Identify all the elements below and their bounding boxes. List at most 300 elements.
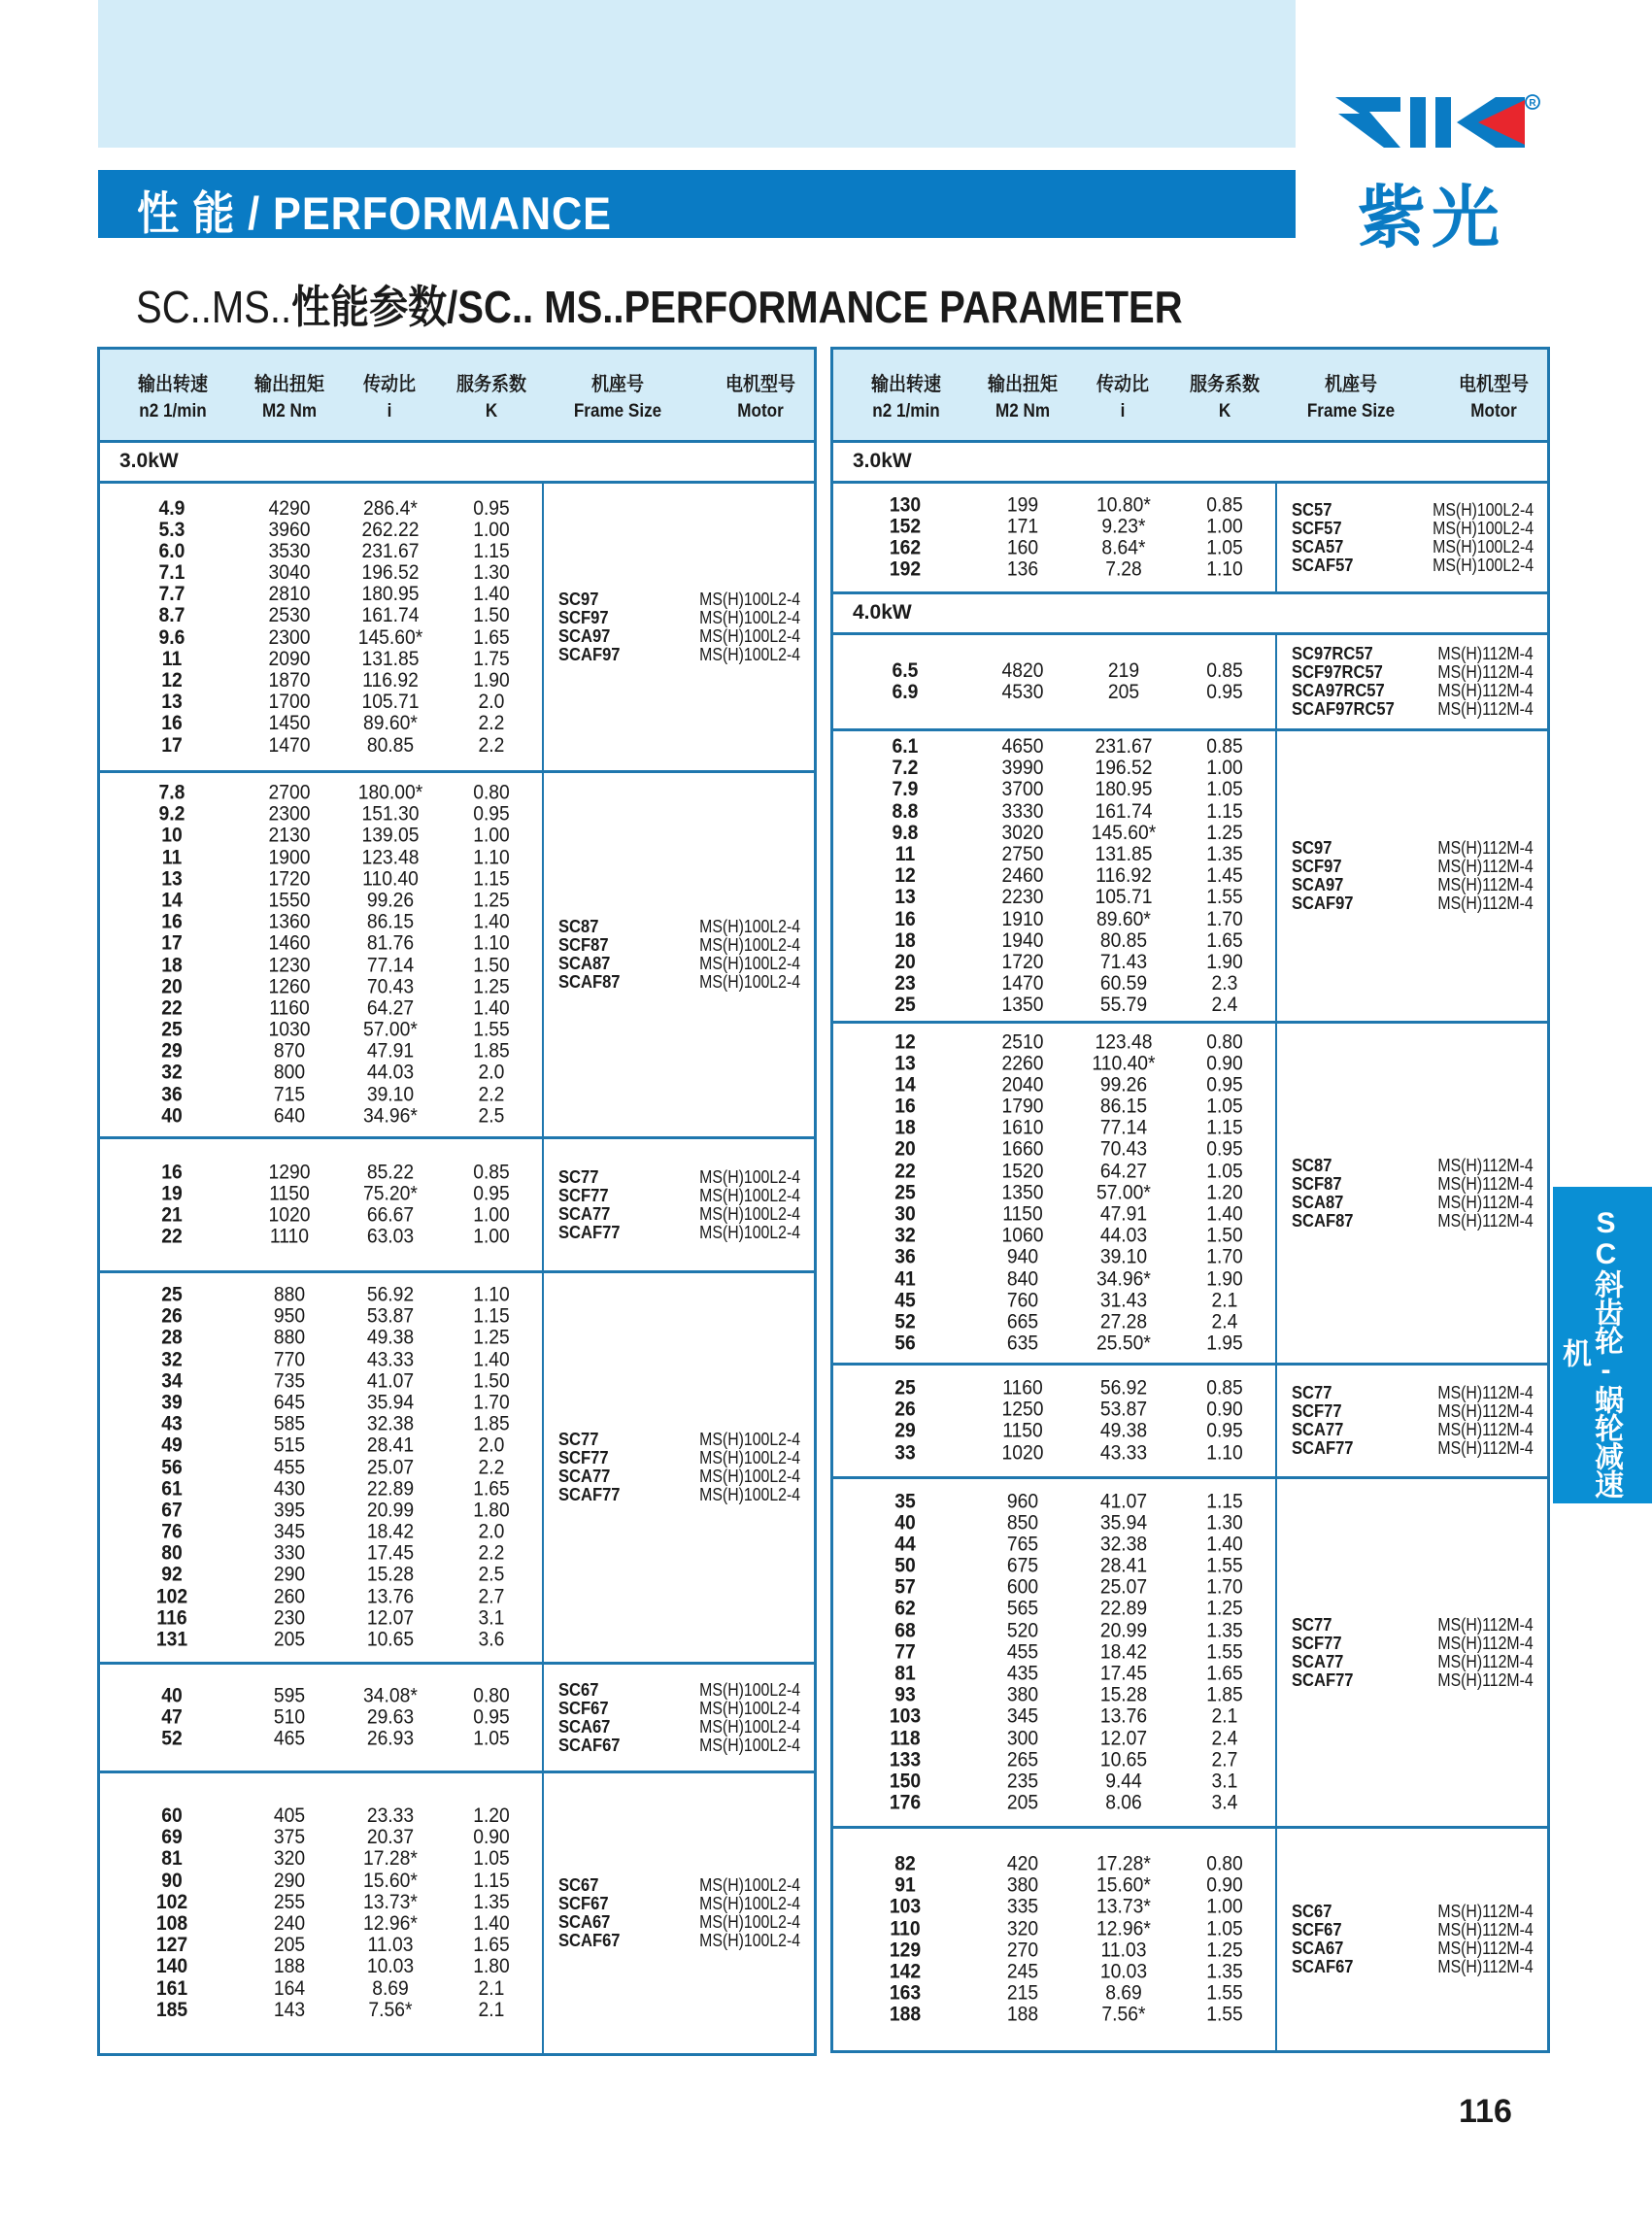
cell-ratio: 64.27 [1099, 1160, 1148, 1183]
cell-output-speed: 12 [894, 1030, 916, 1054]
cell-output-torque: 245 [1006, 1960, 1039, 1983]
cell-output-speed: 152 [889, 515, 922, 538]
column-divider [542, 773, 544, 1136]
cell-output-torque: 405 [273, 1804, 306, 1828]
frame-motor-row [1282, 1903, 1541, 1921]
cell-ratio: 145.60* [357, 625, 423, 649]
frame-motor-row [549, 1168, 808, 1187]
cell-ratio: 63.03 [366, 1225, 415, 1248]
cell-ratio: 20.99 [366, 1499, 415, 1522]
cell-output-speed: 17 [161, 931, 183, 955]
cell-output-torque: 380 [1006, 1683, 1039, 1706]
frame-size: SCA87 [1292, 1192, 1344, 1212]
motor-model: MS(H)100L2-4 [699, 1716, 800, 1737]
frame-motor-row [549, 646, 808, 664]
table-row [100, 1041, 542, 1062]
cell-output-torque: 265 [1006, 1748, 1039, 1771]
cell-service-factor: 2.4 [1211, 1727, 1238, 1750]
table-row [100, 713, 542, 734]
cell-ratio: 29.63 [366, 1705, 415, 1729]
cell-ratio: 231.67 [361, 539, 420, 562]
frame-motor-row [549, 1876, 808, 1895]
frame-motor-list [1282, 1903, 1541, 1976]
cell-service-factor: 1.90 [1206, 950, 1243, 973]
table-row [100, 1521, 542, 1542]
cell-output-speed: 150 [889, 1770, 922, 1793]
frame-size: SCAF97 [1292, 894, 1354, 913]
cell-ratio: 196.52 [361, 560, 420, 584]
cell-output-torque: 345 [273, 1520, 306, 1543]
table-row [833, 1139, 1275, 1161]
cell-ratio: 34.96* [1096, 1267, 1151, 1291]
cell-ratio: 71.43 [1099, 950, 1148, 973]
cell-output-torque: 1350 [1001, 1181, 1044, 1204]
table-row [833, 1874, 1275, 1896]
table-row [833, 1556, 1275, 1577]
cell-output-speed: 12 [894, 863, 916, 887]
cell-output-speed: 25 [894, 994, 916, 1017]
performance-table-right [830, 347, 1550, 2053]
table-row [833, 1118, 1275, 1139]
cell-ratio: 27.28 [1099, 1310, 1148, 1333]
motor-model: MS(H)112M-4 [1437, 1173, 1534, 1194]
cell-service-factor: 1.70 [1206, 1245, 1243, 1268]
cell-output-speed: 81 [161, 1847, 183, 1871]
table-body [100, 484, 814, 2053]
cell-service-factor: 0.95 [1206, 1420, 1243, 1442]
cell-output-speed: 32 [161, 1347, 183, 1370]
cell-output-speed: 25 [161, 1018, 183, 1041]
frame-size: SCF77 [558, 1185, 609, 1205]
frame-motor-row [1282, 858, 1541, 876]
frame-size: SCF77 [1292, 1401, 1342, 1421]
cell-output-speed: 43 [161, 1412, 183, 1435]
cell-service-factor: 1.25 [473, 889, 510, 912]
cell-ratio: 116.92 [1096, 863, 1152, 887]
table-row [833, 1961, 1275, 1982]
col-header-speed: 输出转速 n2 1/min [871, 374, 941, 422]
cell-service-factor: 0.80 [1206, 1852, 1243, 1875]
cell-ratio: 49.38 [1099, 1420, 1148, 1442]
cell-ratio: 47.91 [366, 1039, 415, 1062]
side-tab-label: SC斜齿轮-蜗轮减速机 [1558, 1206, 1622, 1498]
cell-service-factor: 1.55 [473, 1018, 510, 1041]
table-row [100, 1284, 542, 1305]
cell-output-torque: 465 [273, 1727, 306, 1750]
cell-service-factor: 1.50 [473, 1369, 510, 1393]
cell-output-speed: 30 [894, 1202, 916, 1226]
data-rows [100, 1685, 542, 1750]
cell-output-torque: 143 [273, 1998, 306, 2021]
cell-output-torque: 420 [1006, 1852, 1039, 1875]
cell-output-torque: 3960 [268, 518, 311, 541]
cell-output-torque: 760 [1006, 1289, 1039, 1312]
table-row [100, 1607, 542, 1629]
cell-service-factor: 1.35 [1206, 842, 1243, 865]
cell-ratio: 131.85 [361, 647, 420, 670]
frame-size: SC97 [1292, 838, 1332, 858]
col-header-frame-size: 机座号 Frame Size [573, 374, 662, 422]
cell-output-speed: 11 [161, 647, 183, 670]
frame-size: SCA67 [558, 1912, 611, 1932]
cell-service-factor: 1.20 [473, 1804, 510, 1828]
cell-service-factor: 2.4 [1211, 1310, 1238, 1333]
frame-size: SCF67 [558, 1894, 609, 1913]
frame-motor-row [1282, 663, 1541, 682]
cell-output-speed: 40 [161, 1684, 183, 1707]
cell-output-torque: 960 [1006, 1490, 1039, 1513]
cell-output-torque: 510 [273, 1705, 306, 1729]
cell-output-speed: 23 [894, 971, 916, 995]
power-row [100, 443, 814, 484]
table-row [833, 1685, 1275, 1706]
table-row [100, 1435, 542, 1457]
frame-size: SC57 [1292, 499, 1332, 520]
cell-output-speed: 161 [155, 1976, 188, 2000]
table-row [100, 1543, 542, 1565]
table-row [100, 1871, 542, 1892]
cell-output-torque: 1450 [268, 712, 311, 735]
col-header-service-factor: 服务系数 K [1190, 374, 1260, 422]
frame-motor-row [1282, 1402, 1541, 1421]
cell-service-factor: 1.65 [1206, 928, 1243, 952]
motor-model: MS(H)112M-4 [1437, 1939, 1534, 1958]
cell-output-speed: 67 [161, 1499, 183, 1522]
cell-output-torque: 455 [1006, 1640, 1039, 1664]
motor-model: MS(H)100L2-4 [699, 972, 800, 992]
table-row [100, 1349, 542, 1370]
cell-output-torque: 205 [273, 1934, 306, 1957]
cell-ratio: 44.03 [1099, 1224, 1148, 1247]
cell-output-speed: 76 [161, 1520, 183, 1543]
cell-ratio: 41.07 [1099, 1490, 1148, 1513]
cell-ratio: 28.41 [1099, 1554, 1148, 1577]
cell-output-speed: 18 [894, 928, 916, 952]
cell-output-torque: 1160 [1002, 1376, 1043, 1400]
cell-service-factor: 1.30 [1206, 1511, 1243, 1535]
cell-ratio: 161.74 [361, 604, 420, 627]
section-title-prefix: SC..MS.. [136, 282, 292, 332]
cell-output-speed: 103 [889, 1895, 922, 1918]
cell-output-torque: 515 [273, 1433, 306, 1457]
table-row [833, 682, 1275, 703]
cell-ratio: 23.33 [366, 1804, 415, 1828]
frame-motor-row [1282, 1212, 1541, 1231]
table-row [833, 1749, 1275, 1771]
cell-ratio: 26.93 [366, 1727, 415, 1750]
cell-output-torque: 1700 [268, 691, 311, 714]
table-row [100, 783, 542, 804]
motor-model: MS(H)100L2-4 [699, 1912, 800, 1932]
frame-motor-row [1282, 1157, 1541, 1175]
cell-output-speed: 81 [894, 1662, 916, 1685]
frame-motor-row [1282, 1958, 1541, 1976]
cell-output-speed: 12 [161, 668, 183, 691]
table-row [100, 1105, 542, 1127]
cell-output-torque: 1150 [1002, 1420, 1043, 1442]
power-label: 3.0kW [853, 450, 912, 472]
col-header-speed: 输出转速 n2 1/min [138, 374, 208, 422]
cell-service-factor: 2.2 [478, 712, 505, 735]
table-row [100, 1629, 542, 1650]
cell-output-speed: 90 [161, 1869, 183, 1892]
cell-output-torque: 375 [273, 1826, 306, 1849]
cell-service-factor: 2.5 [478, 1104, 505, 1128]
table-row [833, 1982, 1275, 2004]
cell-service-factor: 2.1 [1211, 1704, 1238, 1728]
table-row-group [100, 1139, 814, 1273]
cell-output-speed: 25 [161, 1283, 183, 1306]
table-header [833, 350, 1547, 443]
cell-output-torque: 800 [273, 1061, 306, 1084]
cell-output-torque: 665 [1006, 1310, 1039, 1333]
cell-ratio: 57.00* [363, 1018, 418, 1041]
cell-ratio: 41.07 [366, 1369, 415, 1393]
cell-output-speed: 26 [894, 1398, 916, 1421]
frame-size: SC97RC57 [1292, 644, 1373, 663]
frame-size: SCAF67 [558, 1735, 621, 1755]
frame-motor-row [1282, 501, 1541, 520]
cell-service-factor: 0.95 [1206, 1138, 1243, 1162]
cell-output-torque: 1790 [1001, 1095, 1044, 1118]
cell-output-speed: 142 [889, 1960, 922, 1983]
table-row [100, 912, 542, 933]
table-row [100, 1392, 542, 1413]
cell-output-speed: 20 [161, 975, 183, 998]
cell-output-torque: 255 [273, 1890, 306, 1913]
cell-service-factor: 1.05 [1206, 778, 1243, 801]
motor-model: MS(H)100L2-4 [699, 917, 800, 936]
motor-model: MS(H)100L2-4 [699, 1698, 800, 1718]
cell-output-speed: 6.0 [158, 539, 185, 562]
motor-model: MS(H)112M-4 [1437, 857, 1534, 876]
motor-model: MS(H)112M-4 [1437, 1210, 1534, 1231]
power-label: 4.0kW [853, 601, 912, 624]
motor-model: MS(H)100L2-4 [699, 1203, 800, 1224]
cell-service-factor: 2.0 [478, 691, 505, 714]
cell-ratio: 31.43 [1099, 1289, 1148, 1312]
cell-output-torque: 330 [273, 1541, 306, 1565]
cell-output-torque: 565 [1006, 1598, 1039, 1621]
cell-ratio: 53.87 [1099, 1398, 1148, 1421]
table-row [833, 1247, 1275, 1268]
cell-service-factor: 1.15 [473, 1869, 510, 1892]
cell-service-factor: 0.80 [473, 1684, 510, 1707]
table-row [833, 559, 1275, 581]
motor-model: MS(H)100L2-4 [699, 1448, 800, 1467]
cell-service-factor: 1.10 [473, 931, 510, 955]
cell-output-torque: 1900 [268, 846, 311, 869]
motor-model: MS(H)112M-4 [1437, 894, 1534, 913]
cell-ratio: 15.60* [363, 1869, 418, 1892]
cell-output-speed: 16 [894, 907, 916, 930]
cell-output-torque: 1610 [1001, 1116, 1044, 1139]
col-header-frame-size: 机座号 Frame Size [1306, 374, 1396, 422]
cell-output-torque: 585 [273, 1412, 306, 1435]
cell-output-torque: 595 [273, 1684, 306, 1707]
cell-service-factor: 1.95 [1206, 1332, 1243, 1355]
cell-output-speed: 9.6 [158, 625, 185, 649]
cell-ratio: 43.33 [366, 1347, 415, 1370]
column-divider [1275, 731, 1277, 1021]
column-divider [1275, 1366, 1277, 1476]
cell-service-factor: 0.90 [473, 1826, 510, 1849]
cell-output-torque: 1720 [1001, 950, 1044, 973]
frame-size: SCA77 [558, 1467, 611, 1486]
cell-output-torque: 2300 [268, 625, 311, 649]
cell-ratio: 12.07 [366, 1606, 415, 1630]
cell-service-factor: 1.55 [1206, 886, 1243, 909]
frame-size: SC87 [558, 917, 599, 936]
frame-size: SC87 [1292, 1155, 1332, 1175]
frame-size: SCF87 [558, 935, 609, 955]
frame-motor-list [1282, 1157, 1541, 1231]
cell-service-factor: 1.55 [1206, 1640, 1243, 1664]
table-row-group [100, 1665, 814, 1773]
table-row [833, 779, 1275, 800]
table-row [100, 1370, 542, 1392]
cell-output-torque: 1160 [269, 996, 310, 1020]
table-row [833, 800, 1275, 822]
table-row [100, 584, 542, 605]
cell-ratio: 9.44 [1105, 1770, 1142, 1793]
cell-output-speed: 6.1 [892, 734, 919, 758]
cell-output-speed: 33 [894, 1441, 916, 1465]
cell-output-torque: 870 [273, 1039, 306, 1062]
table-row [100, 1457, 542, 1478]
cell-service-factor: 0.95 [1206, 681, 1243, 703]
table-row [833, 758, 1275, 779]
data-rows [833, 736, 1275, 1016]
frame-size: SCF77 [558, 1448, 609, 1467]
table-row [100, 541, 542, 562]
cell-output-speed: 35 [894, 1490, 916, 1513]
cell-output-torque: 160 [1006, 536, 1039, 559]
frame-motor-row [1282, 1175, 1541, 1194]
cell-service-factor: 1.25 [473, 1326, 510, 1349]
cell-output-torque: 1110 [269, 1225, 310, 1248]
cell-output-speed: 45 [894, 1289, 916, 1312]
table-row [100, 1685, 542, 1706]
cell-ratio: 105.71 [361, 691, 420, 714]
table-row [833, 952, 1275, 973]
table-row [100, 497, 542, 519]
motor-model: MS(H)100L2-4 [699, 644, 800, 664]
cell-output-speed: 57 [894, 1575, 916, 1599]
cell-output-torque: 395 [273, 1499, 306, 1522]
cell-service-factor: 1.50 [473, 954, 510, 976]
cell-output-torque: 4530 [1001, 681, 1044, 703]
cell-service-factor: 1.05 [473, 1727, 510, 1750]
motor-model: MS(H)112M-4 [1437, 662, 1534, 682]
cell-output-speed: 52 [894, 1310, 916, 1333]
cell-output-torque: 270 [1006, 1939, 1039, 1961]
cell-service-factor: 1.00 [1206, 1895, 1243, 1918]
cell-ratio: 20.99 [1099, 1619, 1148, 1642]
frame-size: SCAF67 [558, 1931, 621, 1950]
cell-output-torque: 3040 [268, 560, 311, 584]
cell-ratio: 75.20* [363, 1182, 418, 1205]
motor-model: MS(H)112M-4 [1437, 1420, 1534, 1439]
cell-service-factor: 0.85 [1206, 734, 1243, 758]
motor-model: MS(H)112M-4 [1437, 1401, 1534, 1421]
cell-output-speed: 9.2 [158, 802, 185, 826]
motor-model: MS(H)100L2-4 [1433, 518, 1534, 538]
table-row [833, 908, 1275, 929]
frame-size: SC97 [558, 589, 599, 609]
cell-output-speed: 102 [155, 1890, 188, 1913]
cell-service-factor: 0.95 [1206, 1073, 1243, 1096]
cell-ratio: 35.94 [1099, 1511, 1148, 1535]
cell-output-torque: 1470 [1001, 971, 1044, 995]
cell-ratio: 89.60* [363, 712, 418, 735]
cell-service-factor: 2.5 [478, 1563, 505, 1586]
frame-size: SCAF57 [1292, 555, 1354, 575]
cell-ratio: 15.28 [1099, 1683, 1148, 1706]
cell-output-torque: 1910 [1001, 907, 1044, 930]
table-row [100, 804, 542, 826]
cell-ratio: 231.67 [1095, 734, 1153, 758]
frame-motor-row [1282, 1439, 1541, 1458]
table-row [833, 1204, 1275, 1226]
table-row [833, 844, 1275, 865]
cell-output-torque: 950 [273, 1304, 306, 1328]
cell-output-speed: 6.5 [892, 658, 919, 682]
frame-motor-row [1282, 1421, 1541, 1439]
motor-model: MS(H)100L2-4 [699, 1931, 800, 1950]
cell-output-torque: 335 [1006, 1895, 1039, 1918]
cell-ratio: 22.89 [1099, 1598, 1148, 1621]
cell-ratio: 13.73* [363, 1890, 418, 1913]
cell-output-speed: 60 [161, 1804, 183, 1828]
cell-output-speed: 18 [161, 954, 183, 976]
cell-output-torque: 1260 [268, 975, 311, 998]
cell-output-torque: 2510 [1001, 1030, 1044, 1054]
cell-output-speed: 20 [894, 950, 916, 973]
side-section-tab [1553, 1187, 1652, 1503]
table-row [833, 1706, 1275, 1728]
cell-ratio: 22.89 [366, 1477, 415, 1501]
motor-model: MS(H)112M-4 [1437, 1438, 1534, 1458]
cell-ratio: 180.95 [361, 583, 420, 606]
table-row [833, 1853, 1275, 1874]
cell-output-torque: 235 [1006, 1770, 1039, 1793]
cell-ratio: 55.79 [1099, 994, 1148, 1017]
frame-motor-row [549, 627, 808, 646]
data-rows [100, 1805, 542, 2021]
table-row-group [100, 773, 814, 1139]
table-row [100, 976, 542, 997]
cell-service-factor: 2.1 [478, 1998, 505, 2021]
cell-service-factor: 1.55 [1206, 1981, 1243, 2005]
frame-size: SCA87 [558, 954, 611, 973]
cell-service-factor: 1.25 [1206, 1939, 1243, 1961]
cell-ratio: 10.03 [1099, 1960, 1148, 1983]
cell-output-speed: 22 [894, 1160, 916, 1183]
power-row [833, 443, 1547, 484]
frame-motor-row [1282, 1384, 1541, 1402]
col-header-service-factor: 服务系数 K [456, 374, 526, 422]
cell-service-factor: 1.15 [473, 867, 510, 891]
cell-ratio: 28.41 [366, 1433, 415, 1457]
cell-service-factor: 1.70 [473, 1391, 510, 1414]
frame-motor-row [549, 955, 808, 973]
table-row [100, 1020, 542, 1041]
table-row [833, 929, 1275, 951]
cell-output-speed: 41 [894, 1267, 916, 1291]
motor-model: MS(H)100L2-4 [699, 1166, 800, 1187]
cell-output-torque: 290 [273, 1563, 306, 1586]
